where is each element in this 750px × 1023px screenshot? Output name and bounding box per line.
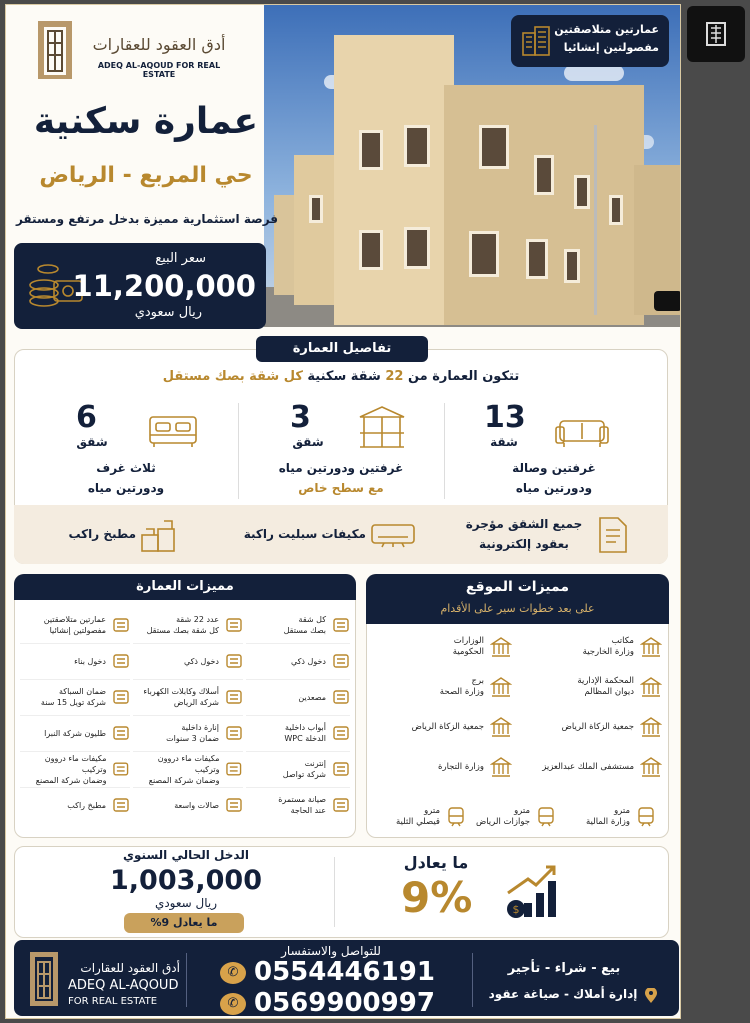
side-panel[interactable] — [687, 6, 745, 62]
page-title: عمارة سكنية — [33, 101, 259, 142]
price-value: 11,200,000 — [72, 269, 256, 303]
building-feature-cell — [133, 751, 243, 787]
feature-icon — [332, 760, 350, 778]
feature-icon — [112, 616, 130, 634]
feature-icon — [225, 796, 243, 814]
logo-icon — [36, 19, 74, 81]
metro-train-icon — [636, 806, 656, 828]
feature-icon — [225, 688, 243, 706]
building-feature-cell — [20, 751, 130, 787]
services-line1: بيع - شراء - تأجير — [507, 961, 621, 976]
building-feature-cell — [20, 715, 130, 751]
income-label: الدخل الحالي السنوي — [123, 848, 249, 862]
building-feature-cell — [246, 643, 350, 679]
feature-icon — [225, 760, 243, 778]
landmark-icon — [490, 636, 512, 658]
landmark-icon — [640, 636, 662, 658]
location-heading: مميزات الموقع — [465, 579, 570, 595]
income-percent: 9% — [401, 873, 473, 922]
building-feature-cell — [246, 607, 350, 643]
building-feature-text: مكيفات ماء دروون وتركيب وضمان شركة المصنع — [35, 753, 107, 785]
price-currency: ريال سعودي — [134, 305, 202, 320]
location-feature-text: المحكمة الإدارية ديوان المظالم — [577, 676, 634, 697]
building-feature-text: إنارة داخلية ضمان 3 سنوات — [166, 723, 219, 743]
page-subtitle: حي المربع - الرياض — [39, 163, 253, 188]
building-feature-text: طليون شركة النبرا — [44, 728, 106, 738]
building-feature-text: أسلاك وكابلات الكهرباء شركة الرياض — [143, 687, 219, 707]
adjacent-buildings-badge — [511, 15, 669, 67]
income-note: ما يعادل 9% — [124, 913, 244, 933]
feature-icon — [332, 724, 350, 742]
building-feature-cell — [133, 643, 243, 679]
feature-ac: مكيفات سبليت راكبة — [243, 527, 366, 541]
feature-icon — [112, 688, 130, 706]
location-feature-text: مكاتب وزارة الخارجية — [582, 636, 634, 657]
location-feature-text: وزارة التجارة — [438, 761, 484, 772]
building-feature-cell — [246, 679, 350, 715]
building-feature-cell — [246, 751, 350, 787]
location-feature-cell — [522, 747, 662, 787]
gazebo-icon — [356, 405, 408, 451]
tagline: فرصة استثمارية مميزة بدخل مرتفع ومستقر — [15, 212, 279, 226]
building-feature-cell — [133, 607, 243, 643]
svg-text:$: $ — [512, 903, 520, 916]
building-feature-text: عدد 22 شقة كل شقة بصك مستقل — [146, 615, 219, 635]
feature-icon — [225, 616, 243, 634]
unit-count: 6 — [76, 400, 97, 435]
building-feature-cell — [133, 679, 243, 715]
unit-count: 13 — [484, 400, 526, 435]
building-feature-cell — [20, 787, 130, 823]
footer-brand-en1: ADEQ AL-AQOUD — [68, 978, 179, 993]
location-pin-icon — [644, 988, 658, 1002]
ac-icon — [370, 521, 416, 551]
footer-brand-en2: FOR REAL ESTATE — [68, 996, 158, 1007]
document-icon — [596, 516, 630, 554]
feature-icon — [225, 724, 243, 742]
unit-desc1: غرفتين ودورتين مياه — [278, 461, 404, 475]
metro-station-cell — [562, 797, 656, 837]
growth-chart-icon — [504, 863, 562, 921]
feature-kitchen: مطبخ راكب — [68, 527, 136, 541]
location-feature-text: الوزارات الحكومية — [452, 636, 484, 657]
building-feature-cell — [246, 787, 350, 823]
location-feature-cell — [372, 627, 512, 667]
feature-icon — [332, 796, 350, 814]
unit-desc2: ودورتين مياه — [87, 481, 165, 495]
building-features-heading: مميزات العمارة — [14, 574, 356, 600]
building-feature-text: مطبخ راكب — [67, 800, 106, 810]
building-feature-cell — [20, 679, 130, 715]
landmark-icon — [640, 716, 662, 738]
unit-desc1: غرفتين وصالة — [512, 461, 596, 475]
unit-label: شقق — [292, 435, 324, 449]
location-feature-cell — [372, 747, 512, 787]
feature-icon — [225, 652, 243, 670]
metro-station-text: مترو وزارة المالية — [586, 806, 630, 827]
unit-desc1: ثلاث غرف — [96, 461, 156, 475]
feature-icon — [332, 616, 350, 634]
building-feature-text: مكيفات ماء دروون وتركيب وضمان شركة المصنع — [148, 753, 220, 785]
feature-icon — [112, 760, 130, 778]
feature-icon — [112, 652, 130, 670]
unit-label: شقة — [490, 435, 518, 449]
landmark-icon — [640, 756, 662, 778]
location-feature-text: جمعية الزكاة الرياض — [411, 721, 484, 732]
building-feature-text: كل شقة بصك مستقل — [283, 615, 326, 635]
location-feature-cell — [372, 707, 512, 747]
location-feature-cell — [522, 667, 662, 707]
badge-line1: عمارتين متلاصقتين — [554, 23, 659, 36]
unit-count: 3 — [290, 400, 311, 435]
landmark-icon — [490, 756, 512, 778]
feature-icon — [332, 688, 350, 706]
building-feature-text: إنترنت شركة تواصل — [282, 759, 326, 779]
flyer — [5, 4, 681, 1019]
sofa-icon — [554, 411, 610, 451]
contact-label: للتواصل والاستفسار — [281, 944, 381, 958]
phone-1[interactable]: 0554446191 — [254, 957, 435, 987]
unit-desc2: ودورتين مياه — [515, 481, 593, 495]
building-feature-cell — [133, 715, 243, 751]
equiv-label: ما يعادل — [403, 853, 469, 872]
building-feature-text: أبواب داخلية الدخلة WPC — [284, 723, 326, 743]
brand-name-en: ADEQ AL-AQOUD FOR REAL ESTATE — [97, 61, 221, 79]
logo-icon — [28, 950, 60, 1008]
landmark-icon — [490, 676, 512, 698]
landmark-icon — [640, 676, 662, 698]
buildings-icon — [521, 25, 551, 57]
price-box — [14, 243, 266, 329]
metro-station-cell — [372, 797, 466, 837]
building-feature-cell — [246, 715, 350, 751]
building-feature-cell — [133, 787, 243, 823]
building-feature-text: دخول ذكي — [183, 656, 219, 666]
location-feature-cell — [522, 707, 662, 747]
brand-name-ar: أدق العقود للعقارات — [92, 35, 226, 54]
building-feature-text: ضمان السباكة شركة تويل 15 سنة — [40, 687, 106, 707]
landmark-icon — [490, 716, 512, 738]
phone-icon: ✆ — [220, 962, 246, 984]
metro-station-text: مترو جوازات الرياض — [475, 806, 530, 827]
building-feature-cell — [20, 643, 130, 679]
phone-2[interactable]: 0569900997 — [254, 988, 435, 1018]
badge-line2: مفصولتين إنشائيا — [563, 41, 659, 54]
details-summary: تتكون العمارة من 22 شقة سكنية كل شقة بصك مستقل — [162, 369, 520, 384]
price-label: سعر البيع — [155, 251, 206, 266]
metro-train-icon — [446, 806, 466, 828]
feature-icon — [332, 652, 350, 670]
building-feature-text: مصعدين — [298, 692, 326, 702]
details-heading: تفاصيل العمارة — [256, 336, 428, 362]
unit-extra: مع سطح خاص — [298, 481, 384, 495]
metro-station-cell — [462, 797, 556, 837]
metro-train-icon — [536, 806, 556, 828]
bed-icon — [146, 411, 200, 451]
metro-station-text: مترو قيصلي الثلية — [395, 806, 440, 827]
unit-label: شقق — [76, 435, 108, 449]
building-feature-text: دخول بناء — [74, 656, 106, 666]
location-feature-cell — [372, 667, 512, 707]
building-feature-text: صيانة مستمرة عند الحاجة — [278, 795, 326, 815]
location-feature-text: جمعية الزكاة الرياض — [561, 721, 634, 732]
kitchen-icon — [140, 517, 176, 553]
services-line2: إدارة أملاك - صياغة عقود — [488, 987, 638, 1001]
building-feature-text: صالات واسعة — [174, 800, 219, 810]
building-feature-text: عمارتين متلاصقتين مفصولتين إنشائيا — [43, 615, 106, 635]
feature-icon — [112, 796, 130, 814]
building-feature-cell — [20, 607, 130, 643]
location-subheading: على بعد خطوات سير على الأقدام — [440, 602, 595, 615]
location-feature-text: برج وزارة الصحة — [439, 676, 484, 697]
income-value: 1,003,000 — [109, 865, 263, 896]
logo-icon — [705, 21, 727, 47]
location-feature-text: مستشفى الملك عبدالعزيز — [542, 761, 634, 772]
income-currency: ريال سعودي — [154, 896, 218, 910]
phone-icon: ✆ — [220, 993, 246, 1015]
feature-line1: جميع الشقق مؤجرة — [465, 517, 583, 531]
footer-brand-ar: أدق العقود للعقارات — [80, 961, 180, 975]
location-feature-cell — [522, 627, 662, 667]
feature-line2: بعقود إلكترونية — [479, 537, 569, 551]
feature-icon — [112, 724, 130, 742]
building-feature-text: دخول ذكي — [290, 656, 326, 666]
